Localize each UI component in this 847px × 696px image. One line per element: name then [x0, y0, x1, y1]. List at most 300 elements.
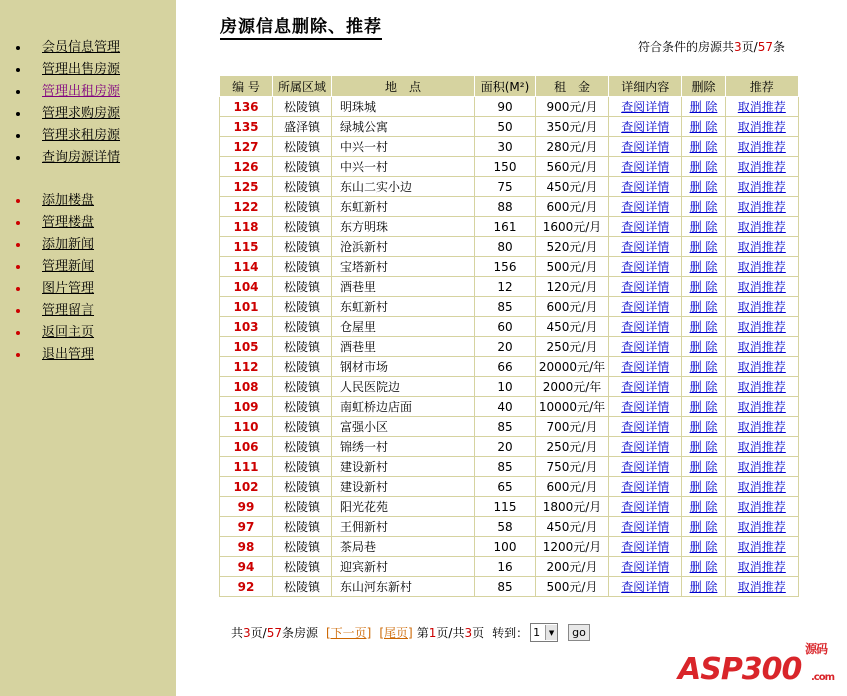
recommend-cell [725, 117, 798, 137]
listing-location: 东山河东新村 [332, 577, 475, 597]
jump-label: 转到： [492, 626, 529, 640]
bullet-icon [16, 265, 20, 269]
sidebar-item-label[interactable]: 管理求租房源 [42, 128, 121, 143]
bullet-icon [16, 68, 20, 72]
sidebar-item[interactable] [14, 125, 120, 147]
listing-location: 建设新村 [332, 477, 475, 497]
detail-cell [609, 157, 682, 177]
listing-id: 114 [220, 257, 273, 277]
recommend-cell [725, 197, 798, 217]
cancel-recommend-link[interactable]: 取消推荐 [737, 140, 786, 154]
sidebar-item[interactable] [14, 322, 94, 344]
listing-location: 绿城公寓 [332, 117, 475, 137]
delete-cell [682, 137, 725, 157]
listing-district: 松陵镇 [273, 337, 332, 357]
listing-size: 115 [475, 497, 536, 517]
listing-rent: 520元/月 [536, 237, 609, 257]
view-detail-link[interactable]: 查阅详情 [621, 300, 670, 314]
listing-district: 松陵镇 [273, 357, 332, 377]
listing-id: 106 [220, 437, 273, 457]
listing-size: 40 [475, 397, 536, 417]
listing-location: 钢材市场 [332, 357, 475, 377]
listing-location: 中兴一村 [332, 157, 475, 177]
table-row [220, 497, 799, 517]
sidebar-item[interactable] [14, 278, 94, 300]
listing-id: 135 [220, 117, 273, 137]
recommend-cell [725, 317, 798, 337]
recommend-cell [725, 497, 798, 517]
table-row [220, 577, 799, 597]
listing-id: 126 [220, 157, 273, 177]
recommend-cell [725, 577, 798, 597]
delete-link[interactable]: 删 除 [689, 440, 718, 454]
listing-location: 人民医院边 [332, 377, 475, 397]
cancel-recommend-link[interactable]: 取消推荐 [737, 280, 786, 294]
delete-cell [682, 297, 725, 317]
listing-id: 101 [220, 297, 273, 317]
cancel-recommend-link[interactable]: 取消推荐 [737, 220, 786, 234]
cancel-recommend-link[interactable]: 取消推荐 [737, 360, 786, 374]
delete-link[interactable]: 删 除 [689, 320, 718, 334]
recommend-cell [725, 537, 798, 557]
delete-cell [682, 557, 725, 577]
listing-rent: 1800元/月 [536, 497, 609, 517]
delete-link[interactable]: 删 除 [689, 260, 718, 274]
cancel-recommend-link[interactable]: 取消推荐 [737, 320, 786, 334]
sidebar-item-label[interactable]: 返回主页 [42, 325, 95, 340]
listing-rent: 20000元/年 [536, 357, 609, 377]
view-detail-link[interactable]: 查阅详情 [621, 440, 670, 454]
listing-size: 12 [475, 277, 536, 297]
sidebar-item-label[interactable]: 管理求购房源 [42, 106, 121, 121]
recommend-cell [725, 337, 798, 357]
delete-link[interactable]: 删 除 [689, 380, 718, 394]
pager-current-total: 3 [464, 625, 473, 640]
delete-cell [682, 177, 725, 197]
delete-link[interactable]: 删 除 [689, 580, 718, 594]
sidebar-item[interactable] [14, 59, 120, 81]
column-header: 详细内容 [609, 76, 682, 97]
delete-cell [682, 357, 725, 377]
delete-link[interactable]: 删 除 [689, 100, 718, 114]
delete-cell [682, 397, 725, 417]
delete-link[interactable]: 删 除 [689, 120, 718, 134]
view-detail-link[interactable]: 查阅详情 [621, 260, 670, 274]
sidebar-item[interactable] [14, 190, 94, 212]
detail-cell [609, 497, 682, 517]
delete-cell [682, 217, 725, 237]
listing-district: 松陵镇 [273, 537, 332, 557]
delete-link[interactable]: 删 除 [689, 500, 718, 514]
delete-cell [682, 457, 725, 477]
next-page-link[interactable]: [下一页] [326, 626, 372, 640]
table-row [220, 457, 799, 477]
cancel-recommend-link[interactable]: 取消推荐 [737, 580, 786, 594]
listing-location: 中兴一村 [332, 137, 475, 157]
table-row [220, 437, 799, 457]
sidebar-item-label[interactable]: 管理楼盘 [42, 215, 95, 230]
cancel-recommend-link[interactable]: 取消推荐 [737, 240, 786, 254]
detail-cell [609, 337, 682, 357]
delete-cell [682, 437, 725, 457]
cancel-recommend-link[interactable]: 取消推荐 [737, 260, 786, 274]
sidebar-item[interactable] [14, 212, 94, 234]
listing-location: 茶局巷 [332, 537, 475, 557]
delete-link[interactable]: 删 除 [689, 220, 718, 234]
detail-cell [609, 517, 682, 537]
table-row [220, 157, 799, 177]
table-row [220, 177, 799, 197]
listing-id: 108 [220, 377, 273, 397]
listing-district: 松陵镇 [273, 417, 332, 437]
view-detail-link[interactable]: 查阅详情 [621, 500, 670, 514]
pager-current-page: 1 [428, 625, 437, 640]
logo-sub: 源码 [805, 642, 828, 656]
cancel-recommend-link[interactable]: 取消推荐 [737, 560, 786, 574]
view-detail-link[interactable]: 查阅详情 [621, 100, 670, 114]
cancel-recommend-link[interactable]: 取消推荐 [737, 120, 786, 134]
view-detail-link[interactable]: 查阅详情 [621, 580, 670, 594]
table-row [220, 197, 799, 217]
recommend-cell [725, 237, 798, 257]
cancel-recommend-link[interactable]: 取消推荐 [737, 200, 786, 214]
cancel-recommend-link[interactable]: 取消推荐 [737, 500, 786, 514]
listing-district: 松陵镇 [273, 577, 332, 597]
sidebar-item[interactable] [14, 81, 120, 103]
cancel-recommend-link[interactable]: 取消推荐 [737, 420, 786, 434]
cancel-recommend-link[interactable]: 取消推荐 [737, 540, 786, 554]
listing-district: 松陵镇 [273, 557, 332, 577]
listing-rent: 280元/月 [536, 137, 609, 157]
sidebar-item-label[interactable]: 图片管理 [42, 281, 95, 296]
listing-location: 明珠城 [332, 97, 475, 117]
sidebar [0, 0, 176, 696]
view-detail-link[interactable]: 查阅详情 [621, 320, 670, 334]
pagination-bar [231, 623, 590, 642]
recommend-cell [725, 297, 798, 317]
listing-id: 136 [220, 97, 273, 117]
listing-size: 80 [475, 237, 536, 257]
pager-total-count: 57 [266, 625, 282, 640]
recommend-cell [725, 357, 798, 377]
sidebar-item[interactable] [14, 147, 120, 169]
listing-id: 127 [220, 137, 273, 157]
table-row [220, 517, 799, 537]
listing-location: 南虹桥边店面 [332, 397, 475, 417]
listing-location: 东虹新村 [332, 297, 475, 317]
listing-location: 仓屋里 [332, 317, 475, 337]
detail-cell [609, 557, 682, 577]
listing-district: 松陵镇 [273, 177, 332, 197]
cancel-recommend-link[interactable]: 取消推荐 [737, 480, 786, 494]
column-header: 租 金 [536, 76, 609, 97]
sidebar-item[interactable] [14, 256, 94, 278]
table-row [220, 397, 799, 417]
site-logo [678, 642, 835, 687]
delete-link[interactable]: 删 除 [689, 280, 718, 294]
table-row [220, 257, 799, 277]
listing-rent: 750元/月 [536, 457, 609, 477]
table-row [220, 337, 799, 357]
listing-location: 东虹新村 [332, 197, 475, 217]
chevron-down-icon[interactable]: ▼ [545, 625, 557, 640]
listing-location: 东山二实小边 [332, 177, 475, 197]
listing-size: 66 [475, 357, 536, 377]
view-detail-link[interactable]: 查阅详情 [621, 420, 670, 434]
view-detail-link[interactable]: 查阅详情 [621, 380, 670, 394]
listing-district: 松陵镇 [273, 97, 332, 117]
cancel-recommend-link[interactable]: 取消推荐 [737, 400, 786, 414]
view-detail-link[interactable]: 查阅详情 [621, 540, 670, 554]
delete-link[interactable]: 删 除 [689, 520, 718, 534]
column-header: 地 点 [332, 76, 475, 97]
cancel-recommend-link[interactable]: 取消推荐 [737, 520, 786, 534]
listing-id: 105 [220, 337, 273, 357]
delete-link[interactable]: 删 除 [689, 240, 718, 254]
column-header: 推荐 [725, 76, 798, 97]
listing-location: 富强小区 [332, 417, 475, 437]
cancel-recommend-link[interactable]: 取消推荐 [737, 300, 786, 314]
delete-cell [682, 337, 725, 357]
table-row [220, 357, 799, 377]
view-detail-link[interactable]: 查阅详情 [621, 120, 670, 134]
sidebar-item-label[interactable]: 管理留言 [42, 303, 95, 318]
cancel-recommend-link[interactable]: 取消推荐 [737, 440, 786, 454]
delete-link[interactable]: 删 除 [689, 420, 718, 434]
summary-total-count: 57 [757, 40, 773, 54]
view-detail-link[interactable]: 查阅详情 [621, 280, 670, 294]
summary-suffix: 条 [772, 40, 785, 54]
view-detail-link[interactable]: 查阅详情 [621, 460, 670, 474]
listing-rent: 450元/月 [536, 177, 609, 197]
listing-size: 60 [475, 317, 536, 337]
detail-cell [609, 437, 682, 457]
view-detail-link[interactable]: 查阅详情 [621, 560, 670, 574]
recommend-cell [725, 397, 798, 417]
view-detail-link[interactable]: 查阅详情 [621, 520, 670, 534]
listing-rent: 1600元/月 [536, 217, 609, 237]
sidebar-item[interactable] [14, 344, 94, 366]
bullet-icon [16, 134, 20, 138]
detail-cell [609, 457, 682, 477]
summary-prefix: 符合条件的房源共 [638, 40, 735, 54]
cancel-recommend-link[interactable]: 取消推荐 [737, 460, 786, 474]
delete-link[interactable]: 删 除 [689, 460, 718, 474]
delete-link[interactable]: 删 除 [689, 480, 718, 494]
detail-cell [609, 537, 682, 557]
table-row [220, 557, 799, 577]
delete-link[interactable]: 删 除 [689, 300, 718, 314]
listing-size: 20 [475, 337, 536, 357]
listing-location: 迎宾新村 [332, 557, 475, 577]
listing-location: 阳光花苑 [332, 497, 475, 517]
delete-link[interactable]: 删 除 [689, 540, 718, 554]
listing-district: 松陵镇 [273, 237, 332, 257]
table-row [220, 417, 799, 437]
page-select-value: 1 [533, 626, 541, 639]
listing-id: 97 [220, 517, 273, 537]
column-header: 编 号 [220, 76, 273, 97]
pager-total-prefix: 共 [231, 626, 244, 640]
sidebar-item-label[interactable]: 添加新闻 [42, 237, 95, 252]
detail-cell [609, 357, 682, 377]
table-row [220, 137, 799, 157]
listing-table [219, 75, 799, 597]
delete-cell [682, 277, 725, 297]
delete-link[interactable]: 删 除 [689, 400, 718, 414]
recommend-cell [725, 517, 798, 537]
listing-district: 松陵镇 [273, 277, 332, 297]
listing-rent: 250元/月 [536, 437, 609, 457]
delete-link[interactable]: 删 除 [689, 160, 718, 174]
listing-rent: 500元/月 [536, 257, 609, 277]
logo-domain: .com [811, 672, 835, 683]
listing-size: 88 [475, 197, 536, 217]
listing-id: 112 [220, 357, 273, 377]
pager-current-mid: 页/共 [436, 626, 465, 640]
recommend-cell [725, 417, 798, 437]
delete-link[interactable]: 删 除 [689, 140, 718, 154]
cancel-recommend-link[interactable]: 取消推荐 [737, 100, 786, 114]
delete-cell [682, 517, 725, 537]
recommend-cell [725, 477, 798, 497]
view-detail-link[interactable]: 查阅详情 [621, 360, 670, 374]
listing-district: 松陵镇 [273, 457, 332, 477]
listing-rent: 560元/月 [536, 157, 609, 177]
listing-id: 110 [220, 417, 273, 437]
cancel-recommend-link[interactable]: 取消推荐 [737, 160, 786, 174]
listing-id: 94 [220, 557, 273, 577]
detail-cell [609, 317, 682, 337]
sidebar-item[interactable] [14, 234, 94, 256]
listing-rent: 200元/月 [536, 557, 609, 577]
listing-size: 20 [475, 437, 536, 457]
recommend-cell [725, 177, 798, 197]
view-detail-link[interactable]: 查阅详情 [621, 240, 670, 254]
pager-total-pages: 3 [243, 625, 251, 640]
sidebar-item[interactable] [14, 103, 120, 125]
delete-cell [682, 237, 725, 257]
sidebar-item-label[interactable]: 查询房源详情 [42, 150, 121, 165]
listing-size: 85 [475, 297, 536, 317]
listing-id: 125 [220, 177, 273, 197]
listing-location: 酒巷里 [332, 337, 475, 357]
delete-link[interactable]: 删 除 [689, 200, 718, 214]
logo-main: ASP300 [678, 652, 802, 687]
table-row [220, 217, 799, 237]
sidebar-item-label[interactable]: 管理新闻 [42, 259, 95, 274]
listing-size: 150 [475, 157, 536, 177]
view-detail-link[interactable]: 查阅详情 [621, 220, 670, 234]
listing-size: 16 [475, 557, 536, 577]
main-content [176, 0, 847, 696]
listing-location: 建设新村 [332, 457, 475, 477]
view-detail-link[interactable]: 查阅详情 [621, 340, 670, 354]
detail-cell [609, 277, 682, 297]
cancel-recommend-link[interactable]: 取消推荐 [737, 380, 786, 394]
bullet-icon [16, 112, 20, 116]
bullet-icon [16, 46, 20, 50]
cancel-recommend-link[interactable]: 取消推荐 [737, 340, 786, 354]
go-button[interactable]: go [568, 624, 590, 641]
detail-cell [609, 477, 682, 497]
listing-rent: 10000元/年 [536, 397, 609, 417]
sidebar-item-label[interactable]: 会员信息管理 [42, 40, 121, 55]
listing-district: 松陵镇 [273, 157, 332, 177]
delete-cell [682, 317, 725, 337]
listing-district: 松陵镇 [273, 397, 332, 417]
listing-rent: 450元/月 [536, 317, 609, 337]
page-title: 房源信息删除、推荐 [220, 12, 382, 40]
detail-cell [609, 417, 682, 437]
view-detail-link[interactable]: 查阅详情 [621, 140, 670, 154]
recommend-cell [725, 217, 798, 237]
bullet-icon [16, 90, 20, 94]
page-select[interactable] [530, 623, 558, 642]
listing-size: 90 [475, 97, 536, 117]
sidebar-item-label[interactable]: 管理出售房源 [42, 62, 121, 77]
delete-cell [682, 157, 725, 177]
detail-cell [609, 177, 682, 197]
listing-location: 宝塔新村 [332, 257, 475, 277]
column-header: 面积(M²) [475, 76, 536, 97]
view-detail-link[interactable]: 查阅详情 [621, 160, 670, 174]
view-detail-link[interactable]: 查阅详情 [621, 200, 670, 214]
listing-size: 65 [475, 477, 536, 497]
view-detail-link[interactable]: 查阅详情 [621, 400, 670, 414]
last-page-link[interactable]: [尾页] [379, 626, 413, 640]
listing-district: 松陵镇 [273, 217, 332, 237]
sidebar-item-label[interactable]: 管理出租房源 [42, 84, 121, 99]
detail-cell [609, 197, 682, 217]
listing-id: 92 [220, 577, 273, 597]
sidebar-item-label[interactable]: 退出管理 [42, 347, 95, 362]
delete-link[interactable]: 删 除 [689, 180, 718, 194]
pager-current-suffix: 页 [472, 626, 485, 640]
listing-rent: 900元/月 [536, 97, 609, 117]
delete-link[interactable]: 删 除 [689, 360, 718, 374]
sidebar-item[interactable] [14, 300, 94, 322]
listing-district: 松陵镇 [273, 497, 332, 517]
listing-size: 156 [475, 257, 536, 277]
delete-cell [682, 197, 725, 217]
bullet-icon [16, 331, 20, 335]
listing-location: 东方明珠 [332, 217, 475, 237]
detail-cell [609, 217, 682, 237]
summary-total-pages: 3 [734, 40, 742, 54]
detail-cell [609, 237, 682, 257]
column-header: 所属区域 [273, 76, 332, 97]
cancel-recommend-link[interactable]: 取消推荐 [737, 180, 786, 194]
listing-size: 85 [475, 577, 536, 597]
table-row [220, 117, 799, 137]
listing-district: 松陵镇 [273, 317, 332, 337]
sidebar-item-label[interactable]: 添加楼盘 [42, 193, 95, 208]
column-header: 删除 [682, 76, 725, 97]
sidebar-item[interactable] [14, 37, 120, 59]
delete-cell [682, 537, 725, 557]
table-row [220, 537, 799, 557]
delete-link[interactable]: 删 除 [689, 560, 718, 574]
listing-rent: 1200元/月 [536, 537, 609, 557]
table-row [220, 277, 799, 297]
listing-location: 酒巷里 [332, 277, 475, 297]
view-detail-link[interactable]: 查阅详情 [621, 480, 670, 494]
listing-rent: 600元/月 [536, 197, 609, 217]
recommend-cell [725, 97, 798, 117]
delete-link[interactable]: 删 除 [689, 340, 718, 354]
view-detail-link[interactable]: 查阅详情 [621, 180, 670, 194]
